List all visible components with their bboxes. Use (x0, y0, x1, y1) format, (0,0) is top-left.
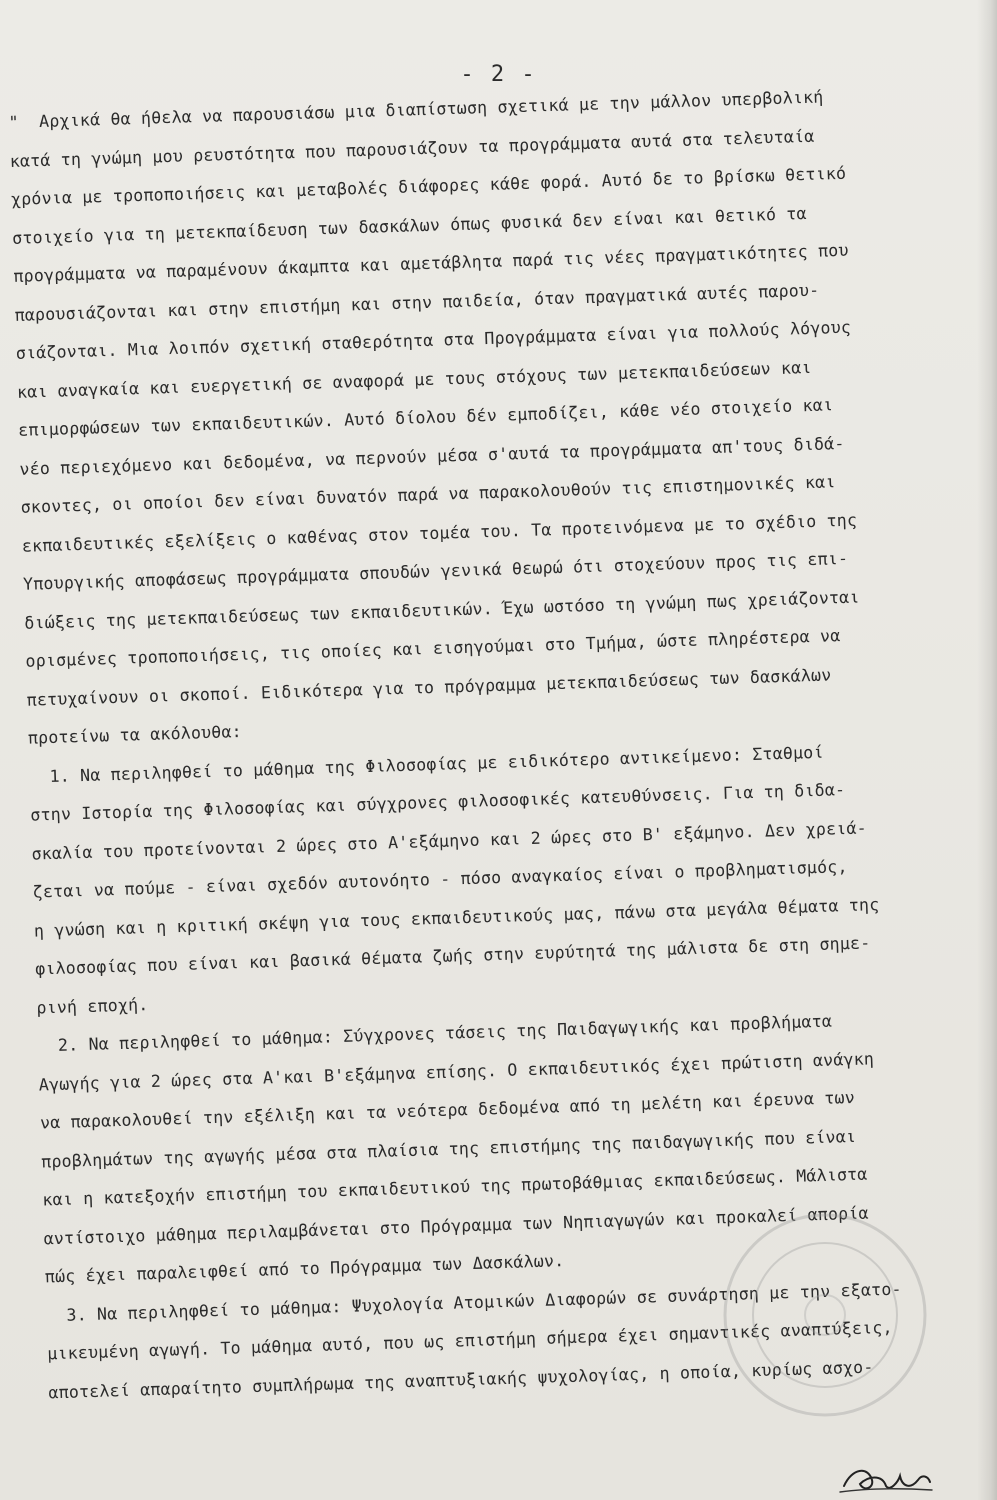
text-line: 2. Να περιληφθεί το μάθημα: Σύγχρονες τάσεις της Παιδαγωγικής και προβλήματα (37, 1011, 833, 1056)
text-line: στην Ιστορία της Φιλοσοφίας και σύγχρονες φιλοσοφικές κατευθύνσεις. Για τη διδα- (30, 780, 846, 825)
text-line: ζεται να πούμε - είναι σχεδόν αυτονόητο - πόσο αναγκαίος είναι ο προβληματισμός, (32, 857, 848, 902)
text-line: " Αρχικά θα ήθελα να παρουσιάσω μια διαπίστωση σχετικά με την μάλλον υπερβολική (8, 87, 824, 132)
text-line: νέο περιεχόμενο και δεδομένα, να περνούν μέσα σ'αυτά τα προγράμματα απ'τους διδά- (19, 433, 845, 479)
page-edge-shadow (977, 0, 997, 1500)
text-line: εκπαιδευτικές εξελίξεις ο καθένας στον τομέα του. Τα προτεινόμενα με το σχέδιο της (21, 510, 858, 556)
handwritten-signature (838, 1462, 934, 1496)
text-line: ρινή εποχή. (36, 994, 149, 1018)
text-line: φιλοσοφίας που είναι και βασικά θέματα ζωής στην ευρύτητά της μάλιστα δε στη σημε- (34, 933, 871, 979)
text-line: και η κατεξοχήν επιστήμη του εκπαιδευτικού της πρωτοβάθμιας εκπαιδεύσεως. Μάλιστα (42, 1164, 868, 1210)
text-line: κατά τη γνώμη μου ρευστότητα που παρουσιάζουν τα προγράμματα αυτά στα τελευταία (9, 126, 815, 171)
text-line: προβλημάτων της αγωγής μέσα στα πλαίσια της επιστήμης της παιδαγωγικής που είναι (40, 1126, 857, 1171)
text-line: επιμορφώσεων των εκπαιδευτικών. Αυτό δίολου δέν εμποδίζει, κάθε νέο στοιχείο και (17, 395, 834, 440)
text-line: 1. Να περιληφθεί το μάθημα της Φιλοσοφίας με ειδικότερο αντικείμενο: Σταθμοί (28, 742, 824, 787)
page-number: - 2 - (460, 62, 537, 87)
text-line: διώξεις της μετεκπαιδεύσεως των εκπαιδευτικών. Έχω ωστόσο τη γνώμη πως χρειάζονται (24, 587, 860, 633)
text-line: Αγωγής για 2 ώρες στα Α'και Β'εξάμηνα επίσης. Ο εκπαιδευτικός έχει πρώτιστη ανάγκη (38, 1048, 875, 1095)
text-line: αποτελεί απαραίτητο συμπλήρωμα της αναπτυξιακής ψυχολογίας, η οποία, κυρίως ασχο- (48, 1356, 874, 1402)
text-line: η γνώση και η κριτική σκέψη για τους εκπαιδευτικούς μας, πάνω στα μεγάλα θέματα της (33, 894, 880, 941)
text-line: ορισμένες τροποποιήσεις, τις οποίες και εισηγούμαι στο Τμήμα, ώστε πληρέστερα να (25, 626, 841, 671)
text-line: 3. Να περιληφθεί το μάθημα: Ψυχολογία Ατομικών Διαφορών σε συνάρτηση με την εξατο- (45, 1279, 902, 1325)
text-line: σκαλία του προτείνονται 2 ώρες στο Α'εξάμηνο και 2 ώρες στο Β' εξάμηνο. Δεν χρειά- (31, 817, 868, 864)
text-line: παρουσιάζονται και στην επιστήμη και στην παιδεία, όταν πραγματικά αυτές παρου- (14, 280, 820, 325)
text-line: αντίστοιχο μάθημα περιλαμβάνεται στο Πρόγραμμα των Νηπιαγωγών και προκαλεί απορία (43, 1203, 869, 1248)
text-line: Υπουργικής αποφάσεως προγράμματα σπουδών γενικά θεωρώ ότι στοχεύουν προς τις επι- (22, 548, 849, 594)
text-line: πετυχαίνουν οι σκοποί. Ειδικότερα για το πρόγραμμα μετεκπαιδεύσεως των δασκάλων (26, 664, 832, 710)
text-line: να παρακολουθεί την εξέλιξη και τα νεότερα δεδομένα από τη μελέτη και έρευνα των (39, 1087, 856, 1133)
text-line: και αναγκαία και ευεργετική σε αναφορά με τους στόχους των μετεκπαιδεύσεων και (16, 357, 812, 402)
text-line: σιάζονται. Μια λοιπόν σχετική σταθερότητα στα Προγράμματα είναι για πολλούς λόγους (15, 317, 852, 363)
text-line: μικευμένη αγωγή. Το μάθημα αυτό, που ως επιστήμη σήμερα έχει σημαντικές αναπτύξεις, (46, 1317, 893, 1364)
text-line: πώς έχει παραλειφθεί από το Πρόγραμμα των Δασκάλων. (44, 1251, 565, 1287)
text-line: χρόνια με τροποποιήσεις και μεταβολές διάφορες κάθε φορά. Αυτό δε το βρίσκω θετικό (10, 163, 847, 209)
text-line: προγράμματα να παραμένουν άκαμπτα και αμετάβλητα παρά τις νέες πραγματικότητες που (13, 240, 849, 286)
text-line: στοιχείο για τη μετεκπαίδευση των δασκάλων όπως φυσικά δεν είναι και θετικό τα (11, 203, 807, 248)
text-line: προτείνω τα ακόλουθα: (27, 721, 243, 748)
text-line: σκοντες, οι οποίοι δεν είναι δυνατόν παρά να παρακολουθούν τις επιστημονικές και (20, 472, 836, 517)
faded-stamp (710, 1200, 940, 1430)
